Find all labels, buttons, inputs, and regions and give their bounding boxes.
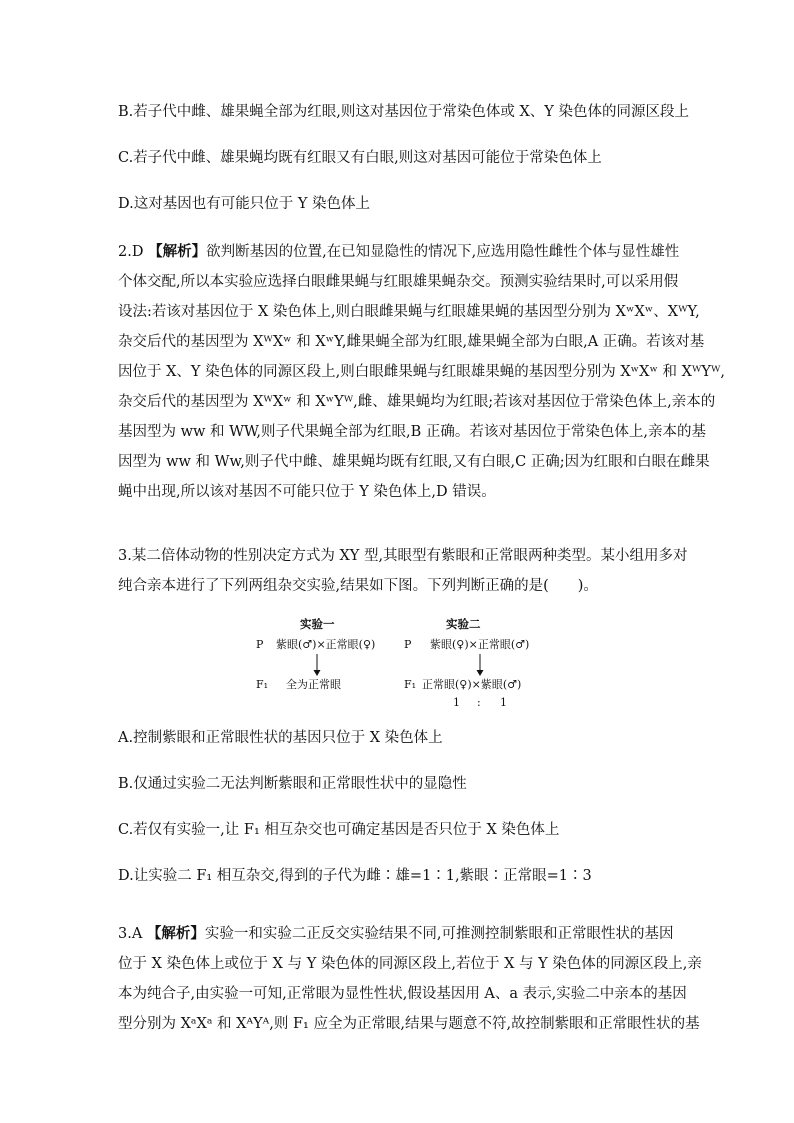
option-3b: B.仅通过实验二无法判断紫眼和正常眼性状中的显隐性 [118,776,467,792]
answer-2-line-7: 基因型为 ww 和 WW,则子代果蝇全部为红眼,B 正确。若该对基因位于常染色体上,亲本的基 [118,424,707,440]
answer-3-line-1 [118,924,678,944]
answer-2-line-6: 杂交后代的基因型为 XᵂXʷ 和 XʷYᵂ,雌、雄果蝇均为红眼;若该对基因位于常染色体上,亲本的 [118,394,716,410]
answer-2-line-3: 设法:若该对基因位于 X 染色体上,则白眼雌果蝇与红眼雄果蝇的基因型分别为 XʷXʷ、XᵂY, [118,304,700,320]
exp2-p-label: P [404,638,412,651]
exp2-f1-result: 正常眼(♀)×紫眼(♂) [422,678,522,691]
cross-diagram [250,618,550,710]
answer-2-line-4: 杂交后代的基因型为 XᵂXʷ 和 XʷY,雌果蝇全部为红眼,雄果蝇全部为白眼,A 正确。若该对基 [118,334,705,350]
exp2-ratio-right: 1 [500,696,507,709]
exp2-title: 实验二 [446,618,481,631]
answer-3-head: 3.A [118,926,147,942]
answer-2-line-5: 因位于 X、Y 染色体的同源区段上,则白眼雌果蝇与红眼雄果蝇的基因型分别为 XʷXʷ 和 XᵂYᵂ, [118,364,725,380]
option-3a: A.控制紫眼和正常眼性状的基因只位于 X 染色体上 [118,730,443,746]
answer-2-line-8: 因型为 ww 和 Ww,则子代中雌、雄果蝇均既有红眼,又有白眼,C 正确;因为红眼和白眼在雌果 [118,454,710,470]
answer-2-line-9: 蝇中出现,所以该对基因不可能只位于 Y 染色体上,D 错误。 [118,484,496,500]
exp1-title: 实验一 [300,618,335,631]
answer-2-head: 2.D [118,244,149,260]
exp1-arrow-head-icon [314,670,321,676]
cross-diagram-svg [250,618,550,710]
answer-3-tag: 【解析】 [146,925,205,942]
exp2-ratio-colon: : [477,696,481,709]
answer-3-line-4: 型分别为 XᵃXᵃ 和 XᴬYᴬ,则 F₁ 应全为正常眼,结果与题意不符,故控制紫眼和正常眼性状的基 [118,1016,700,1032]
option-c-top: C.若子代中雌、雄果蝇均既有红眼又有白眼,则这对基因可能位于常染色体上 [118,150,602,166]
exp1-f1-label: F₁ [256,678,269,691]
answer-3-text: 实验一和实验二正反交实验结果不同,可推测控制紫眼和正常眼性状的基因 [204,926,674,942]
question-3-line-1: 3.某二倍体动物的性别决定方式为 XY 型,其眼型有紫眼和正常眼两种类型。某小组用多对 [118,548,688,564]
question-3-line-2: 纯合亲本进行了下列两组杂交实验,结果如下图。下列判断正确的是( )。 [118,578,598,594]
option-d-top: D.这对基因也有可能只位于 Y 染色体上 [118,196,371,212]
answer-2-text: 欲判断基因的位置,在已知显隐性的情况下,应选用隐性雌性个体与显性雄性 [206,244,680,260]
answer-3-line-2: 位于 X 染色体上或位于 X 与 Y 染色体的同源区段上,若位于 X 与 Y 染色体的同源区段上,亲 [118,956,702,972]
exp1-cross: 紫眼(♂)×正常眼(♀) [276,638,376,651]
answer-2-line-1 [118,242,678,262]
exp2-ratio-left: 1 [453,696,460,709]
option-b-top: B.若子代中雌、雄果蝇全部为红眼,则这对基因位于常染色体或 X、Y 染色体的同源区段上 [118,104,689,120]
answer-3-line-3: 本为纯合子,由实验一可知,正常眼为显性性状,假设基因用 A、a 表示,实验二中亲本的基因 [118,986,687,1002]
exp1-f1-result: 全为正常眼 [286,678,341,691]
exp2-arrow-head-icon [477,670,484,676]
option-3c: C.若仅有实验一,让 F₁ 相互杂交也可确定基因是否只位于 X 染色体上 [118,822,560,838]
exp2-f1-label: F₁ [404,678,417,691]
exp1-p-label: P [256,638,264,651]
option-3d: D.让实验二 F₁ 相互杂交,得到的子代为雌∶雄=1∶1,紫眼∶正常眼=1∶3 [118,868,592,884]
exp2-cross: 紫眼(♀)×正常眼(♂) [430,638,530,651]
answer-2-line-2: 个体交配,所以本实验应选择白眼雌果蝇与红眼雄果蝇杂交。预测实验结果时,可以采用假 [118,274,679,290]
answer-2-tag: 【解析】 [148,243,207,260]
